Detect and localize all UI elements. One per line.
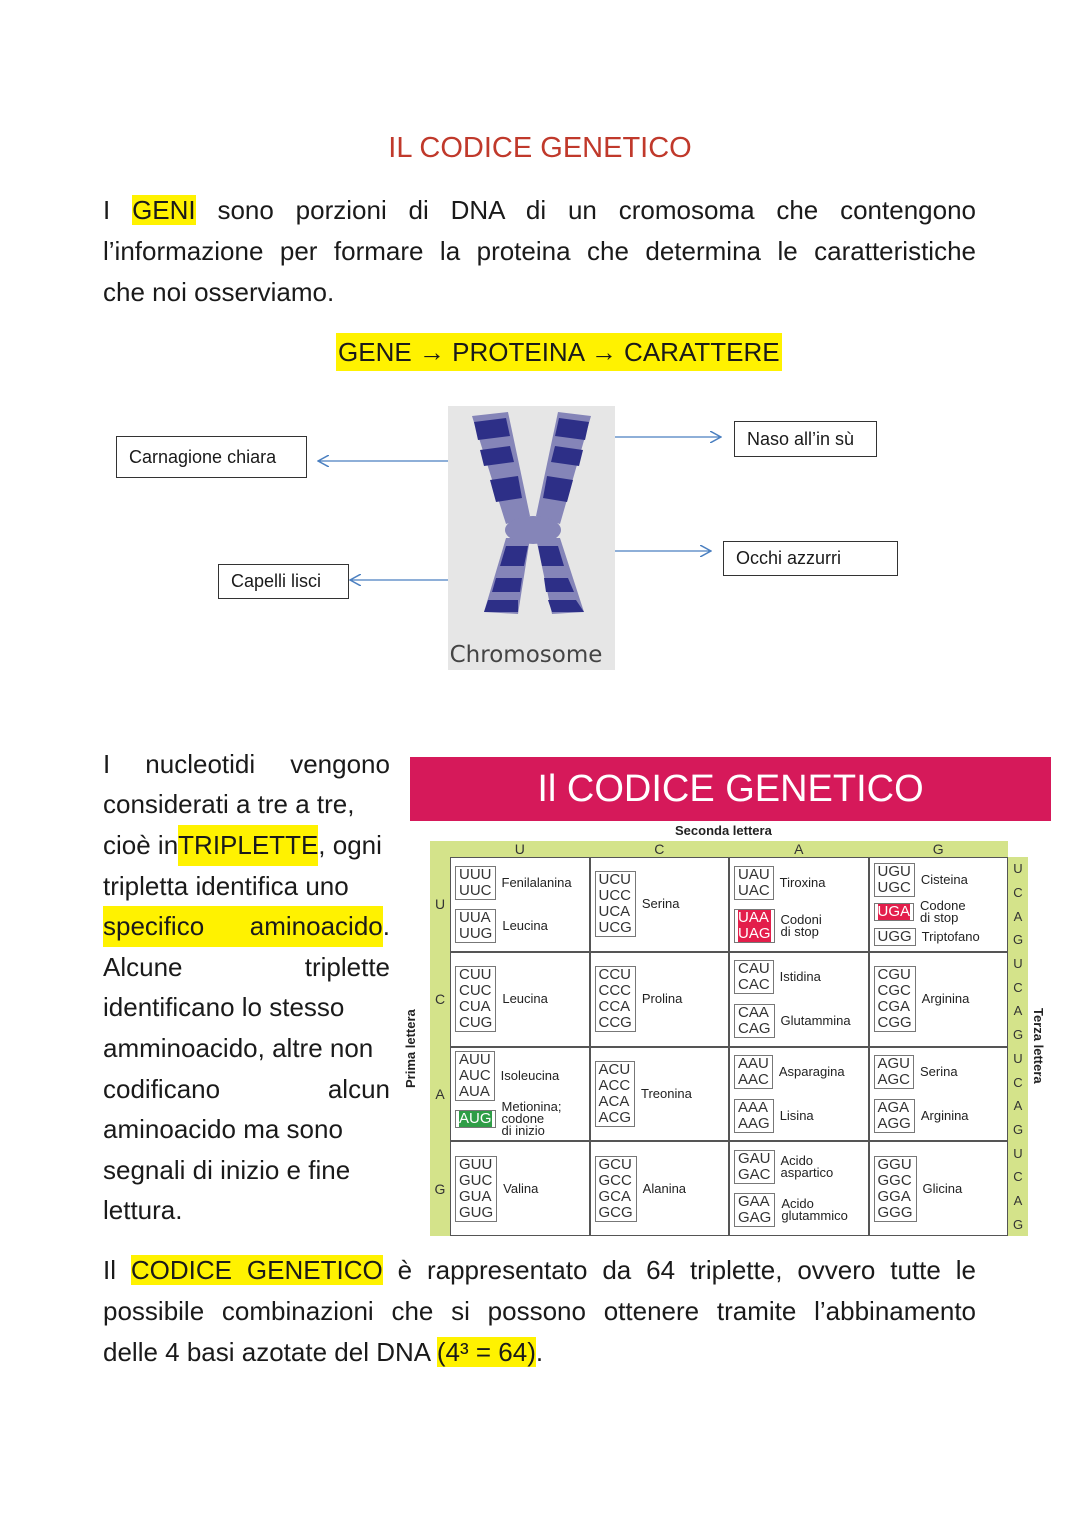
- code-cell: [869, 952, 1009, 1047]
- first-letter-label: Prima lettera: [403, 1009, 418, 1088]
- codon: CCC: [598, 982, 631, 1000]
- codon: UGC: [877, 878, 911, 896]
- amino-acid-label: Asparagina: [778, 1064, 845, 1080]
- third-letter-A: A: [1013, 1192, 1023, 1208]
- codon: CUC: [459, 982, 492, 1000]
- code-cell: [729, 1141, 869, 1236]
- codon: UAA: [738, 909, 769, 927]
- codon: GCG: [598, 1203, 633, 1221]
- code-cell: [590, 857, 730, 952]
- p2-line: aminoacido ma sono: [103, 1114, 343, 1145]
- codon-box: [595, 1061, 636, 1127]
- codon-box: [595, 966, 636, 1032]
- label-eyes: Occhi azzurri: [723, 541, 898, 576]
- codon-box: [455, 1110, 496, 1128]
- codon: ACA: [598, 1092, 630, 1110]
- codon-box: [874, 1099, 915, 1133]
- codon-group: [455, 1051, 585, 1101]
- codon: CCA: [598, 998, 631, 1016]
- triplette-highlight: TRIPLETTE: [178, 825, 318, 866]
- amino-acid-label: Tiroxina: [779, 874, 826, 890]
- codon-group: [734, 1193, 864, 1227]
- codon: GCA: [598, 1187, 632, 1205]
- chromosome-image: [448, 406, 615, 670]
- codon: GCC: [598, 1171, 632, 1189]
- code-line-2: possibile combinazioni che si possono ottenere tramite l’abbinamento: [103, 1296, 976, 1326]
- amino-acid-label: Arginina: [921, 991, 970, 1007]
- second-letter-A: A: [794, 841, 804, 857]
- first-letter-A: A: [435, 1085, 445, 1102]
- codon: UAC: [738, 881, 770, 899]
- codon: CCG: [598, 1014, 632, 1032]
- amino-acid-label: Metionina; codone di inizio: [501, 1099, 562, 1139]
- third-letter-C: C: [1013, 1074, 1023, 1090]
- codon-box: [874, 903, 915, 921]
- p2-line: amminoacido, altre non: [103, 1032, 374, 1063]
- third-letter-group: [1008, 1047, 1028, 1142]
- codon-group: [874, 928, 1004, 946]
- codon-group: [734, 866, 864, 900]
- codon: CGC: [877, 982, 911, 1000]
- amino-acid-label: Cisteina: [920, 871, 968, 887]
- first-letter-G: G: [434, 1180, 446, 1197]
- second-letter-G: G: [932, 841, 944, 857]
- intro-line-2: l’informazione per formare la proteina che determina le caratteristiche: [103, 236, 976, 266]
- codon: AUC: [459, 1066, 491, 1084]
- codon: GUC: [459, 1171, 493, 1189]
- codon-group: [874, 1156, 1004, 1222]
- codon: AGC: [877, 1071, 911, 1089]
- code-cell: [450, 1047, 590, 1142]
- third-letter-U: U: [1013, 956, 1023, 972]
- code-cell: [590, 1047, 730, 1142]
- codon: UUU: [459, 865, 492, 883]
- codon-box: [455, 909, 496, 943]
- label-nose: Naso all’in sù: [734, 421, 877, 457]
- codon-box: [734, 1193, 775, 1227]
- amino-acid-label: Glicina: [922, 1180, 963, 1196]
- codon-group: [874, 863, 1004, 897]
- codon: AAG: [738, 1114, 770, 1132]
- amino-acid-label: Prolina: [641, 991, 683, 1007]
- codon-box: [734, 1099, 774, 1133]
- codon: CAG: [738, 1019, 771, 1037]
- codon: CUU: [459, 966, 492, 984]
- p2-line: codificano alcun: [103, 1073, 390, 1104]
- third-letter-C: C: [1013, 1169, 1023, 1185]
- third-letter-U: U: [1013, 861, 1023, 877]
- code-cell: [869, 1047, 1009, 1142]
- codon-group: [874, 1055, 1004, 1089]
- codon-group: [734, 909, 864, 943]
- codon: UGU: [877, 862, 911, 880]
- third-letter-label: Terza lettera: [1031, 1008, 1046, 1084]
- codon-group: [874, 966, 1004, 1032]
- code-table: [430, 841, 1028, 1236]
- code-table-banner: Il CODICE GENETICO: [410, 757, 1051, 821]
- codon-box: [455, 1156, 497, 1222]
- amino-acid-label: Arginina: [920, 1107, 969, 1123]
- p2-line: specifico aminoacido .: [103, 906, 390, 947]
- gene-flow-highlight: GENE → PROTEINA → CARATTERE: [336, 333, 782, 371]
- codon: GAG: [738, 1209, 772, 1227]
- codon: AGG: [877, 1114, 911, 1132]
- amino-acid-label: Acido aspartico: [780, 1152, 834, 1180]
- codon: CGA: [877, 998, 911, 1016]
- second-letter-C: C: [654, 841, 665, 857]
- first-letter-C: C: [434, 991, 446, 1008]
- codon-box: [874, 1055, 915, 1089]
- chromosome-caption: Chromosome: [449, 642, 603, 668]
- chromosome-icon: [448, 406, 615, 670]
- codon: UUC: [459, 881, 492, 899]
- codon: GCU: [598, 1155, 632, 1173]
- third-letter-A: A: [1013, 1098, 1023, 1114]
- amino-acid-label: Serina: [641, 896, 680, 912]
- codon-group: [734, 960, 864, 994]
- codon: ACC: [598, 1076, 631, 1094]
- first-letter-U: U: [434, 896, 446, 913]
- codon-group: [734, 1150, 864, 1184]
- codon-box: [874, 1156, 917, 1222]
- p2-line: tripletta identifica uno: [103, 870, 349, 901]
- triplets-paragraph: [103, 744, 390, 1231]
- third-letter-G: G: [1012, 932, 1024, 948]
- codon: GUA: [459, 1187, 492, 1205]
- codon: ACG: [598, 1108, 632, 1126]
- code-line-3: delle 4 basi azotate del DNA (4³ = 64).: [103, 1337, 544, 1367]
- third-letter-G: G: [1012, 1216, 1024, 1232]
- aminoacido-highlight: specifico aminoacido: [103, 906, 383, 947]
- p2-line: Alcune triplette: [103, 951, 390, 982]
- code-paragraph: [103, 1250, 976, 1373]
- third-letter-C: C: [1013, 885, 1023, 901]
- codon: UAG: [738, 925, 771, 943]
- codon-group: [734, 1055, 864, 1089]
- codon-group: [734, 1004, 864, 1038]
- amino-acid-label: Treonina: [641, 1085, 692, 1101]
- intro-line-3: che noi osserviamo.: [103, 277, 335, 307]
- codon: AGA: [877, 1098, 910, 1116]
- codon: CAC: [738, 976, 770, 994]
- label-hair: Capelli lisci: [218, 564, 349, 599]
- codon-group: [455, 966, 585, 1032]
- amino-acid-label: Alanina: [642, 1180, 687, 1196]
- amino-acid-label: Codone di stop: [920, 898, 966, 926]
- codon: UAU: [738, 865, 770, 883]
- codon: UUG: [459, 925, 493, 943]
- third-letter-G: G: [1012, 1121, 1024, 1137]
- amino-acid-label: Glutammina: [780, 1012, 851, 1028]
- codon: UGG: [877, 927, 912, 945]
- codon-box: [734, 1004, 775, 1038]
- codon: CUG: [459, 1014, 493, 1032]
- codon: GGG: [877, 1203, 913, 1221]
- codon: UCU: [598, 871, 631, 889]
- codon: GUG: [459, 1203, 494, 1221]
- code-cell: [450, 952, 590, 1047]
- codon-box: [455, 966, 496, 1032]
- codon-box: [734, 1150, 775, 1184]
- codon: GUU: [459, 1155, 493, 1173]
- code-cell: [869, 857, 1009, 952]
- third-letter-A: A: [1013, 1003, 1023, 1019]
- second-letter-U: U: [514, 841, 525, 857]
- codon-group: [595, 1156, 725, 1222]
- codon-box: [874, 863, 915, 897]
- code-cell: [729, 857, 869, 952]
- codon: ACU: [598, 1060, 631, 1078]
- code-cell: [869, 1141, 1009, 1236]
- codon: CAA: [738, 1003, 769, 1021]
- codon-group: [874, 1099, 1004, 1133]
- amino-acid-label: Serina: [920, 1064, 958, 1080]
- p2-line: considerati a tre a tre,: [103, 789, 355, 820]
- amino-acid-label: Istidina: [779, 969, 821, 985]
- p2-line: lettura.: [103, 1195, 183, 1226]
- codon: GAU: [738, 1149, 771, 1167]
- amino-acid-label: Acido glutammico: [781, 1196, 848, 1224]
- codon-box: [734, 960, 774, 994]
- codon: UCC: [598, 887, 631, 905]
- codon: UUA: [459, 909, 491, 927]
- codon-box: [874, 928, 916, 946]
- codon: CUA: [459, 998, 491, 1016]
- second-letter-label: Seconda lettera: [675, 823, 772, 838]
- third-letter-U: U: [1013, 1145, 1023, 1161]
- codon: GAA: [738, 1193, 770, 1211]
- code-cell: [590, 1141, 730, 1236]
- codon: UGA: [877, 903, 911, 921]
- code-cell: [450, 1141, 590, 1236]
- amino-acid-label: Triptofano: [921, 928, 980, 944]
- codon-group: [455, 909, 585, 943]
- page-title: IL CODICE GENETICO: [388, 132, 692, 164]
- amino-acid-label: Lisina: [779, 1107, 814, 1123]
- third-letter-group: [1008, 857, 1028, 952]
- third-letter-U: U: [1013, 1050, 1023, 1066]
- codon-box: [734, 866, 774, 900]
- code-cell: [450, 857, 590, 952]
- codon: GGU: [877, 1155, 912, 1173]
- codice-highlight: CODICE GENETICO: [130, 1255, 383, 1285]
- intro-line-1: I GENI sono porzioni di DNA di un cromosoma che contengono: [103, 195, 977, 225]
- p2-line: cioè in TRIPLETTE , ogni: [103, 825, 390, 866]
- codon-box: [734, 909, 775, 943]
- amino-acid-label: Codoni di stop: [780, 912, 822, 940]
- codon-box: [734, 1055, 773, 1089]
- codon: GGC: [877, 1171, 912, 1189]
- label-skin: Carnagione chiara: [116, 436, 307, 478]
- codon: AUU: [459, 1050, 491, 1068]
- codon: GGA: [877, 1187, 911, 1205]
- codon-box: [595, 871, 636, 937]
- code-line-1: Il CODICE GENETICO è rappresentato da 64 triplette, ovvero tutte le: [103, 1255, 976, 1285]
- codon-group: [734, 1099, 864, 1133]
- codon: AAC: [738, 1071, 769, 1089]
- codon-group: [874, 900, 1004, 924]
- codon: UCG: [598, 919, 632, 937]
- codon-group: [595, 1061, 725, 1127]
- p2-line: I nucleotidi vengono: [103, 748, 390, 779]
- codon: AGU: [877, 1055, 911, 1073]
- third-letter-A: A: [1013, 908, 1023, 924]
- p2-line: identificano lo stesso: [103, 992, 345, 1023]
- codon-box: [874, 966, 916, 1032]
- codon-group: [595, 966, 725, 1032]
- third-letter-G: G: [1012, 1027, 1024, 1043]
- codon: GAC: [738, 1165, 771, 1183]
- codon-group: [595, 871, 725, 937]
- codon: UCA: [598, 903, 631, 921]
- amino-acid-label: Isoleucina: [500, 1067, 560, 1083]
- code-cell: [590, 952, 730, 1047]
- amino-acid-label: Valina: [503, 1180, 539, 1196]
- codon: CGG: [877, 1014, 912, 1032]
- codon: CGU: [877, 966, 911, 984]
- codon-box: [595, 1156, 637, 1222]
- codon-group: [455, 1156, 585, 1222]
- geni-highlight: GENI: [132, 195, 196, 225]
- amino-acid-label: Fenilalanina: [501, 874, 572, 890]
- codon: AUG: [459, 1110, 492, 1128]
- p2-line: segnali di inizio e fine: [103, 1154, 351, 1185]
- code-cell: [729, 1047, 869, 1142]
- codon: AAU: [738, 1055, 769, 1073]
- amino-acid-label: Leucina: [502, 991, 548, 1007]
- amino-acid-label: Leucina: [502, 918, 548, 934]
- code-cell: [729, 952, 869, 1047]
- third-letter-group: [1008, 952, 1028, 1047]
- third-letter-C: C: [1013, 979, 1023, 995]
- codon-box: [455, 1051, 495, 1101]
- codon: AAA: [738, 1098, 769, 1116]
- codon-group: [455, 866, 585, 900]
- formula-highlight: (4³ = 64): [436, 1337, 536, 1367]
- third-letter-group: [1008, 1141, 1028, 1236]
- codon-group: [455, 1101, 585, 1137]
- codon: CAU: [738, 960, 770, 978]
- codon: AUA: [459, 1082, 490, 1100]
- codon: CCU: [598, 966, 631, 984]
- codon-box: [455, 866, 496, 900]
